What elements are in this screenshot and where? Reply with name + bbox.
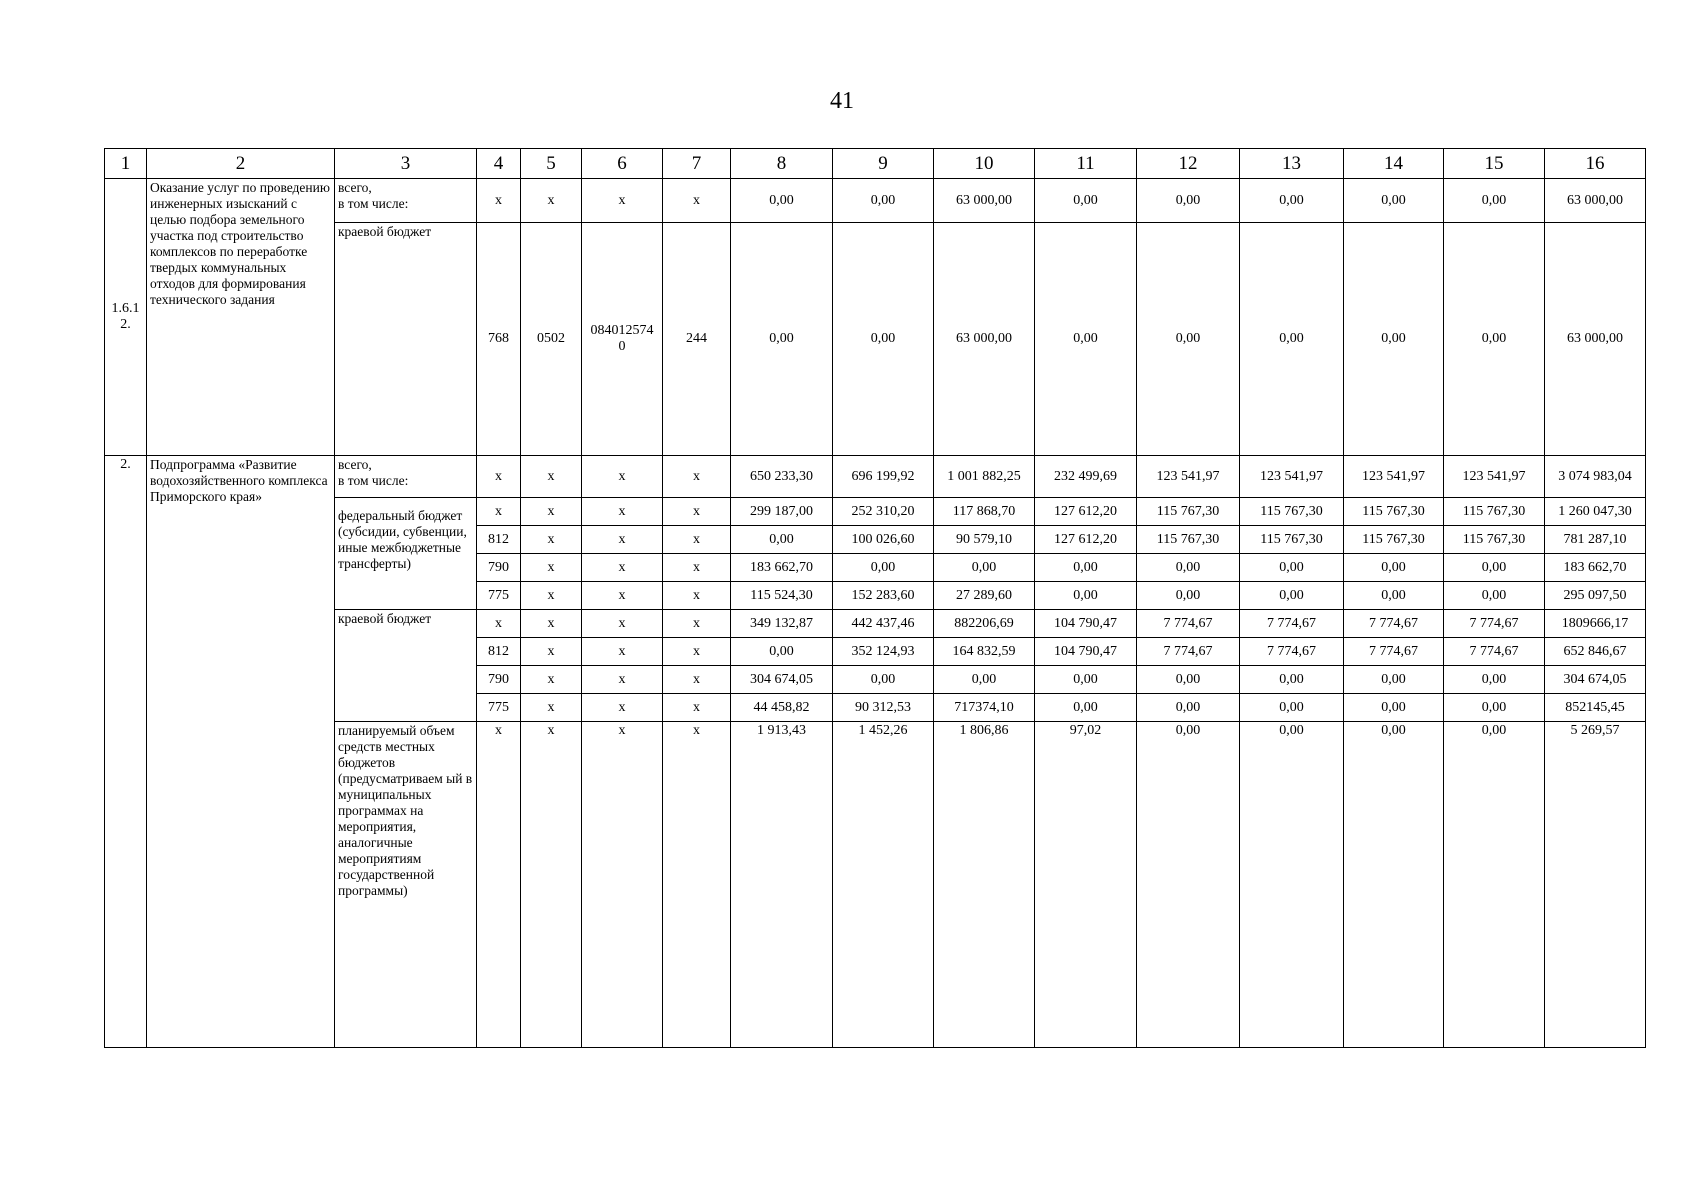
- value-cell: 0,00: [1137, 554, 1240, 582]
- value-cell: 0,00: [1137, 223, 1240, 456]
- target-code: x: [582, 638, 663, 666]
- grbs-code: x: [477, 610, 521, 638]
- target-code: x: [582, 179, 663, 223]
- header-cell: 10: [934, 149, 1035, 179]
- value-cell: 0,00: [1240, 582, 1344, 610]
- value-cell: 0,00: [934, 554, 1035, 582]
- value-cell: 696 199,92: [833, 456, 934, 498]
- header-cell: 1: [105, 149, 147, 179]
- value-cell: 299 187,00: [731, 498, 833, 526]
- value-cell: 0,00: [1035, 694, 1137, 722]
- value-cell: 0,00: [1344, 223, 1444, 456]
- value-cell: 0,00: [1344, 694, 1444, 722]
- value-cell: 252 310,20: [833, 498, 934, 526]
- header-cell: 13: [1240, 149, 1344, 179]
- value-cell: 0,00: [731, 179, 833, 223]
- value-cell: 232 499,69: [1035, 456, 1137, 498]
- value-cell: 0,00: [1344, 722, 1444, 1048]
- funding-source: всего, в том числе:: [335, 456, 477, 498]
- target-code: x: [582, 582, 663, 610]
- value-cell: 0,00: [1035, 666, 1137, 694]
- value-cell: 0,00: [1344, 582, 1444, 610]
- value-cell: 352 124,93: [833, 638, 934, 666]
- row-name: Подпрограмма «Развитие водохозяйственного комплекса Приморского края»: [147, 456, 335, 1048]
- section-code: x: [521, 722, 582, 1048]
- value-cell: 115 524,30: [731, 582, 833, 610]
- section-code: x: [521, 498, 582, 526]
- value-cell: 90 312,53: [833, 694, 934, 722]
- header-row: [105, 149, 1646, 179]
- expense-type-code: x: [663, 638, 731, 666]
- value-cell: 0,00: [1444, 179, 1545, 223]
- value-cell: 183 662,70: [1545, 554, 1646, 582]
- value-cell: 100 026,60: [833, 526, 934, 554]
- value-cell: 0,00: [1137, 694, 1240, 722]
- section-code: x: [521, 666, 582, 694]
- value-cell: 0,00: [1240, 722, 1344, 1048]
- grbs-code: x: [477, 179, 521, 223]
- value-cell: 7 774,67: [1444, 610, 1545, 638]
- value-cell: 0,00: [1444, 554, 1545, 582]
- expense-type-code: x: [663, 722, 731, 1048]
- value-cell: 3 074 983,04: [1545, 456, 1646, 498]
- funding-source: планируемый объем средств местных бюджетов (предусматриваем ый в муниципальных программах на мероприятия, аналогичные мероприятиям государственной программы): [335, 722, 477, 1048]
- value-cell: 0,00: [833, 179, 934, 223]
- value-cell: 0,00: [1344, 179, 1444, 223]
- table-row: [105, 498, 1646, 526]
- expense-type-code: x: [663, 526, 731, 554]
- grbs-code: x: [477, 498, 521, 526]
- value-cell: 0,00: [1137, 722, 1240, 1048]
- value-cell: 7 774,67: [1240, 610, 1344, 638]
- target-code: x: [582, 526, 663, 554]
- value-cell: 0,00: [1344, 554, 1444, 582]
- value-cell: 0,00: [731, 638, 833, 666]
- value-cell: 27 289,60: [934, 582, 1035, 610]
- grbs-code: x: [477, 456, 521, 498]
- value-cell: 63 000,00: [934, 179, 1035, 223]
- value-cell: 295 097,50: [1545, 582, 1646, 610]
- grbs-code: x: [477, 722, 521, 1048]
- row-number: 1.6.1 2.: [105, 179, 147, 456]
- funding-source: федеральный бюджет (субсидии, субвенции, иные межбюджетные трансферты): [335, 498, 477, 610]
- value-cell: 63 000,00: [1545, 179, 1646, 223]
- section-code: x: [521, 179, 582, 223]
- value-cell: 7 774,67: [1344, 638, 1444, 666]
- value-cell: 115 767,30: [1444, 498, 1545, 526]
- value-cell: 183 662,70: [731, 554, 833, 582]
- value-cell: 652 846,67: [1545, 638, 1646, 666]
- table-row: [105, 722, 1646, 1048]
- value-cell: 882206,69: [934, 610, 1035, 638]
- page-number: 41: [830, 88, 854, 114]
- header-cell: 14: [1344, 149, 1444, 179]
- value-cell: 0,00: [1240, 554, 1344, 582]
- header-cell: 5: [521, 149, 582, 179]
- value-cell: 0,00: [731, 223, 833, 456]
- section-code: x: [521, 554, 582, 582]
- value-cell: 5 269,57: [1545, 722, 1646, 1048]
- value-cell: 127 612,20: [1035, 498, 1137, 526]
- value-cell: 0,00: [1344, 666, 1444, 694]
- grbs-code: 775: [477, 694, 521, 722]
- funding-source: краевой бюджет: [335, 223, 477, 456]
- value-cell: 1809666,17: [1545, 610, 1646, 638]
- value-cell: 717374,10: [934, 694, 1035, 722]
- value-cell: 0,00: [1444, 722, 1545, 1048]
- value-cell: 115 767,30: [1444, 526, 1545, 554]
- header-cell: 3: [335, 149, 477, 179]
- target-code: x: [582, 554, 663, 582]
- value-cell: 97,02: [1035, 722, 1137, 1048]
- header-cell: 6: [582, 149, 663, 179]
- value-cell: 0,00: [1035, 554, 1137, 582]
- value-cell: 1 913,43: [731, 722, 833, 1048]
- budget-table: [104, 148, 1646, 1048]
- value-cell: 304 674,05: [731, 666, 833, 694]
- grbs-code: 812: [477, 526, 521, 554]
- value-cell: 127 612,20: [1035, 526, 1137, 554]
- value-cell: 63 000,00: [934, 223, 1035, 456]
- target-code: x: [582, 610, 663, 638]
- header-cell: 8: [731, 149, 833, 179]
- header-cell: 2: [147, 149, 335, 179]
- expense-type-code: 244: [663, 223, 731, 456]
- funding-source: всего, в том числе:: [335, 179, 477, 223]
- section-code: x: [521, 638, 582, 666]
- value-cell: 0,00: [833, 223, 934, 456]
- value-cell: 650 233,30: [731, 456, 833, 498]
- value-cell: 1 001 882,25: [934, 456, 1035, 498]
- section-code: x: [521, 610, 582, 638]
- header-cell: 16: [1545, 149, 1646, 179]
- header-cell: 15: [1444, 149, 1545, 179]
- row-name: Оказание услуг по проведению инженерных изысканий с целью подбора земельного участка под строительство комплексов по переработке твердых коммунальных отходов для формирования технического задания: [147, 179, 335, 456]
- value-cell: 0,00: [1137, 179, 1240, 223]
- value-cell: 781 287,10: [1545, 526, 1646, 554]
- value-cell: 123 541,97: [1137, 456, 1240, 498]
- value-cell: 0,00: [1240, 666, 1344, 694]
- value-cell: 0,00: [1240, 694, 1344, 722]
- target-code: x: [582, 694, 663, 722]
- section-code: x: [521, 526, 582, 554]
- value-cell: 0,00: [1035, 179, 1137, 223]
- value-cell: 0,00: [1444, 223, 1545, 456]
- value-cell: 7 774,67: [1344, 610, 1444, 638]
- value-cell: 304 674,05: [1545, 666, 1646, 694]
- section-code: x: [521, 456, 582, 498]
- target-code: x: [582, 722, 663, 1048]
- table-row: [105, 610, 1646, 638]
- value-cell: 104 790,47: [1035, 638, 1137, 666]
- value-cell: 0,00: [1240, 223, 1344, 456]
- target-code: 084012574 0: [582, 223, 663, 456]
- value-cell: 442 437,46: [833, 610, 934, 638]
- grbs-code: 812: [477, 638, 521, 666]
- value-cell: 0,00: [1035, 223, 1137, 456]
- value-cell: 152 283,60: [833, 582, 934, 610]
- value-cell: 115 767,30: [1344, 498, 1444, 526]
- value-cell: 115 767,30: [1240, 526, 1344, 554]
- target-code: x: [582, 456, 663, 498]
- table-body: [105, 179, 1646, 1048]
- expense-type-code: x: [663, 694, 731, 722]
- target-code: x: [582, 666, 663, 694]
- value-cell: 0,00: [1137, 582, 1240, 610]
- funding-source: краевой бюджет: [335, 610, 477, 722]
- value-cell: 1 260 047,30: [1545, 498, 1646, 526]
- value-cell: 0,00: [934, 666, 1035, 694]
- grbs-code: 790: [477, 666, 521, 694]
- value-cell: 164 832,59: [934, 638, 1035, 666]
- expense-type-code: x: [663, 610, 731, 638]
- value-cell: 7 774,67: [1137, 610, 1240, 638]
- expense-type-code: x: [663, 666, 731, 694]
- row-number: 2.: [105, 456, 147, 1048]
- table-row: [105, 456, 1646, 498]
- value-cell: 349 132,87: [731, 610, 833, 638]
- expense-type-code: x: [663, 554, 731, 582]
- value-cell: 0,00: [1444, 666, 1545, 694]
- value-cell: 115 767,30: [1137, 498, 1240, 526]
- section-code: 0502: [521, 223, 582, 456]
- header-cell: 12: [1137, 149, 1240, 179]
- value-cell: 117 868,70: [934, 498, 1035, 526]
- value-cell: 0,00: [731, 526, 833, 554]
- value-cell: 7 774,67: [1137, 638, 1240, 666]
- value-cell: 7 774,67: [1444, 638, 1545, 666]
- expense-type-code: x: [663, 582, 731, 610]
- header-cell: 11: [1035, 149, 1137, 179]
- expense-type-code: x: [663, 498, 731, 526]
- value-cell: 1 806,86: [934, 722, 1035, 1048]
- value-cell: 115 767,30: [1344, 526, 1444, 554]
- value-cell: 1 452,26: [833, 722, 934, 1048]
- value-cell: 115 767,30: [1137, 526, 1240, 554]
- expense-type-code: x: [663, 456, 731, 498]
- header-cell: 4: [477, 149, 521, 179]
- value-cell: 115 767,30: [1240, 498, 1344, 526]
- value-cell: 123 541,97: [1240, 456, 1344, 498]
- grbs-code: 790: [477, 554, 521, 582]
- value-cell: 0,00: [1240, 179, 1344, 223]
- value-cell: 852145,45: [1545, 694, 1646, 722]
- table-row: [105, 223, 1646, 456]
- value-cell: 123 541,97: [1344, 456, 1444, 498]
- table-row: [105, 179, 1646, 223]
- header-cell: 7: [663, 149, 731, 179]
- header-cell: 9: [833, 149, 934, 179]
- value-cell: 0,00: [1444, 694, 1545, 722]
- value-cell: 0,00: [1137, 666, 1240, 694]
- value-cell: 104 790,47: [1035, 610, 1137, 638]
- grbs-code: 768: [477, 223, 521, 456]
- value-cell: 0,00: [833, 554, 934, 582]
- grbs-code: 775: [477, 582, 521, 610]
- value-cell: 123 541,97: [1444, 456, 1545, 498]
- section-code: x: [521, 582, 582, 610]
- value-cell: 90 579,10: [934, 526, 1035, 554]
- value-cell: 63 000,00: [1545, 223, 1646, 456]
- value-cell: 44 458,82: [731, 694, 833, 722]
- value-cell: 0,00: [1444, 582, 1545, 610]
- value-cell: 0,00: [1035, 582, 1137, 610]
- target-code: x: [582, 498, 663, 526]
- value-cell: 0,00: [833, 666, 934, 694]
- section-code: x: [521, 694, 582, 722]
- value-cell: 7 774,67: [1240, 638, 1344, 666]
- expense-type-code: x: [663, 179, 731, 223]
